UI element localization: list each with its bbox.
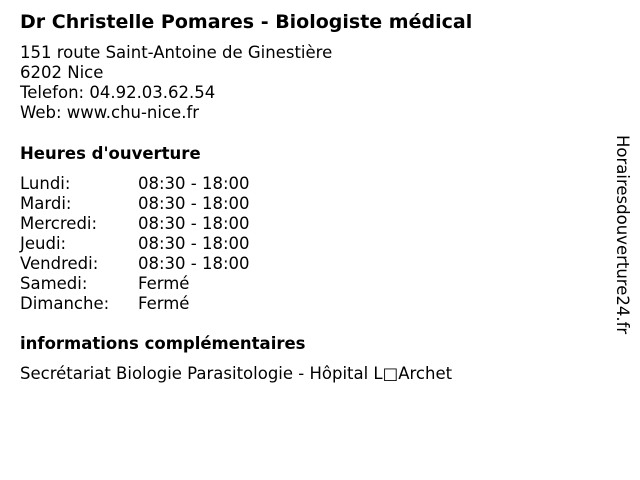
hours-time: 08:30 - 18:00: [138, 214, 250, 233]
hours-time: 08:30 - 18:00: [138, 194, 250, 213]
hours-day: Mercredi:: [20, 214, 98, 233]
page-title: Dr Christelle Pomares - Biologiste médical: [20, 11, 473, 33]
website: Web: www.chu-nice.fr: [20, 103, 200, 122]
hours-row-mercredi: [20, 214, 250, 234]
hours-day: Mardi:: [20, 194, 72, 213]
hours-time: Fermé: [138, 294, 190, 313]
street-address: 151 route Saint-Antoine de Ginestière: [20, 43, 333, 62]
hours-row-dimanche: [20, 294, 250, 314]
address-block: [20, 43, 332, 123]
additional-info-text: Secrétariat Biologie Parasitologie - Hôpital L□Archet: [20, 364, 453, 383]
hours-row-mardi: [20, 194, 250, 214]
hours-day: Dimanche:: [20, 294, 110, 313]
hours-row-jeudi: [20, 234, 250, 254]
hours-time: 08:30 - 18:00: [138, 234, 250, 253]
opening-hours-heading: Heures d'ouverture: [20, 144, 201, 163]
hours-day: Vendredi:: [20, 254, 99, 273]
hours-day: Samedi:: [20, 274, 88, 293]
hours-row-lundi: [20, 174, 250, 194]
watermark-text: Horairesdouverture24.fr: [613, 135, 632, 335]
hours-time: 08:30 - 18:00: [138, 254, 250, 273]
opening-hours-list: [20, 174, 250, 314]
phone-number: Telefon: 04.92.03.62.54: [20, 83, 216, 102]
site-watermark: [612, 135, 632, 375]
hours-day: Jeudi:: [20, 234, 67, 253]
city: 6202 Nice: [20, 63, 104, 82]
hours-row-vendredi: [20, 254, 250, 274]
hours-day: Lundi:: [20, 174, 71, 193]
hours-time: 08:30 - 18:00: [138, 174, 250, 193]
hours-row-samedi: [20, 274, 250, 294]
hours-time: Fermé: [138, 274, 190, 293]
additional-info-heading: informations complémentaires: [20, 334, 306, 353]
